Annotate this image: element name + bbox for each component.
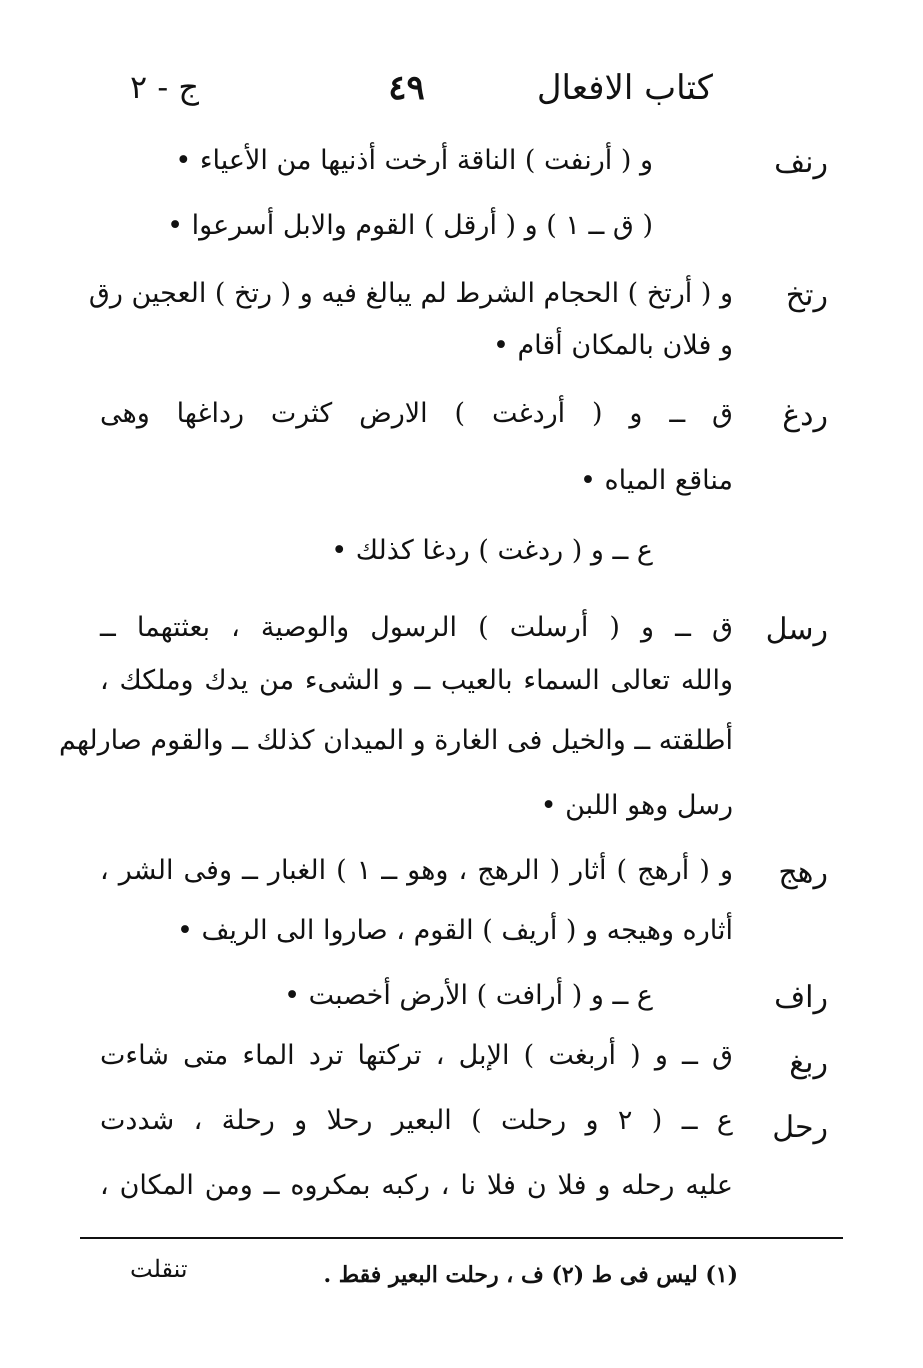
root-word-rnf: رنف bbox=[774, 145, 828, 180]
page-header bbox=[100, 68, 713, 118]
text-line: ع ــ و ( أرافت ) الأرض أخصبت • bbox=[284, 980, 653, 1011]
footnote-divider bbox=[80, 1237, 843, 1239]
text-line: ق ــ و ( أرسلت ) الرسول والوصية ، بعثتهما ــ bbox=[100, 612, 733, 643]
text-line: والله تعالى السماء بالعيب ــ و الشىء من يدك وملكك ، bbox=[100, 665, 733, 696]
text-line: و ( أرتخ ) الحجام الشرط لم يبالغ فيه و ( رتخ ) العجين رق bbox=[88, 278, 733, 309]
root-word-rsl: رسل bbox=[765, 612, 828, 647]
text-line: مناقع المياه • bbox=[579, 465, 733, 496]
text-line: رسل وهو اللبن • bbox=[540, 790, 733, 821]
footnote: (١) ليس فى ط (٢) ف ، رحلت البعير فقط . bbox=[323, 1262, 738, 1288]
text-line: عليه رحله و فلا ن فلا نا ، ركبه بمكروه ــ ومن المكان ، bbox=[100, 1170, 733, 1201]
root-word-rdgh: ردغ bbox=[782, 398, 828, 433]
root-word-rtkh: رتخ bbox=[785, 278, 828, 313]
running-title: كتاب الافعال bbox=[536, 68, 713, 108]
text-line: ق ــ و ( أردغت ) الارض كثرت رداغها وهى bbox=[100, 398, 733, 429]
text-line: ق ــ و ( أربغت ) الإبل ، تركتها ترد الماء متى شاءت bbox=[100, 1040, 733, 1071]
text-line: و فلان بالمكان أقام • bbox=[492, 330, 733, 361]
text-line: ( ق ــ ١ ) و ( أرقل ) القوم والابل أسرعوا • bbox=[167, 210, 653, 241]
text-line: ع ــ و ( ردغت ) ردغا كذلك • bbox=[331, 535, 653, 566]
catchword: تنقلت bbox=[130, 1255, 188, 1283]
root-word-rbgh: ربغ bbox=[789, 1045, 828, 1080]
page-number: ٤٩ bbox=[388, 68, 425, 108]
text-line: أثاره وهيجه و ( أريف ) القوم ، صاروا الى الريف • bbox=[176, 915, 733, 946]
root-word-rhj: رهج bbox=[778, 855, 828, 890]
root-word-raf: راف bbox=[774, 980, 828, 1015]
text-line: أطلقته ــ والخيل فى الغارة و الميدان كذلك ــ والقوم صارلهم bbox=[59, 725, 733, 756]
text-line: و ( أرنفت ) الناقة أرخت أذنيها من الأعياء • bbox=[175, 145, 653, 176]
text-line: و ( أرهج ) أثار ( الرهج ، وهو ــ ١ ) الغبار ــ وفى الشر ، bbox=[100, 855, 733, 886]
text-line: ع ــ ( ٢ و رحلت ) البعير رحلا و رحلة ، شددت bbox=[100, 1105, 733, 1136]
root-word-rhl: رحل bbox=[772, 1110, 828, 1145]
volume-marker: ج - ٢ bbox=[130, 68, 199, 106]
